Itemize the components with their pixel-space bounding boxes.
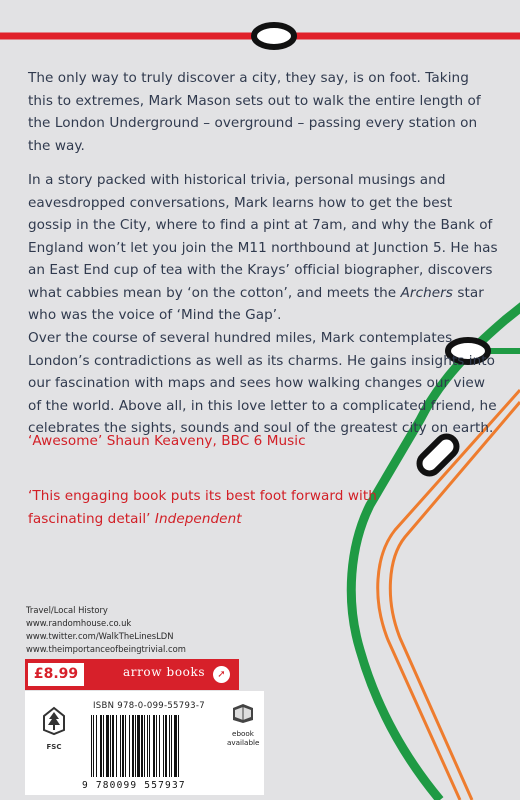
blurb-paragraph-2: In a story packed with historical trivia, personal musings and eavesdropped conversations, Mark learns how to get the best gossip in the City, where to find a pint at 7am, and why the Bank of England won’t let you join the M11 northbound at Junction 5. He has an East End cup of tea with the Krays’ official biographer, discovers what cabbies mean by ‘on the cotton’, and meets the Archers star who was the voice of ‘Mind the Gap’.: [28, 172, 498, 323]
publisher-links: [26, 604, 186, 656]
website-link[interactable]: www.randomhouse.co.uk: [26, 618, 132, 628]
twitter-link[interactable]: www.twitter.com/WalkTheLinesLDN: [26, 631, 174, 641]
barcode: [89, 715, 213, 779]
barcode-digits: 9 780099 557937: [82, 780, 186, 791]
price-label: £8.99: [28, 663, 84, 686]
fsc-logo: FSC: [41, 706, 67, 751]
blurb-paragraph-1: The only way to truly discover a city, they say, is on foot. Taking this to extremes, Mark Mason sets out to walk the entire length of the London Underground – overground – passing every station on the way.: [28, 70, 481, 154]
ebook-badge: [227, 702, 259, 747]
price-bar: [25, 659, 239, 690]
arrow-books-logo: ➚: [213, 666, 230, 683]
ebook-label: ebook available: [227, 729, 260, 747]
blurb-paragraph-3: Over the course of several hundred miles, Mark contemplates London’s contradictions as well as its charms. He gains insights into our fascination with maps and sees how walking changes our view of the world. Above all, in this love letter to a complicated friend, he celebrates the sights, sounds and soul of the greatest city on earth.: [28, 330, 497, 436]
quote-source: Independent: [154, 510, 242, 527]
blog-link[interactable]: www.theimportanceofbeingtrivial.com: [26, 644, 186, 654]
quote-shaun-keaveny: ‘Awesome’ Shaun Keaveny, BBC 6 Music: [28, 433, 306, 449]
barcode-box: [25, 691, 264, 795]
archers-italic: Archers: [400, 284, 453, 301]
category-label: Travel/Local History: [26, 605, 108, 615]
tube-station-ring: [254, 25, 294, 47]
isbn-text: ISBN 978-0-099-55793-7: [93, 701, 205, 711]
publisher-name: arrow books: [123, 665, 206, 679]
quote-independent: ‘This engaging book puts its best foot forward with fascinating detail’ Independent: [28, 488, 377, 527]
fsc-tree-logo: [41, 706, 67, 736]
ebook-book-icon: [231, 702, 255, 724]
